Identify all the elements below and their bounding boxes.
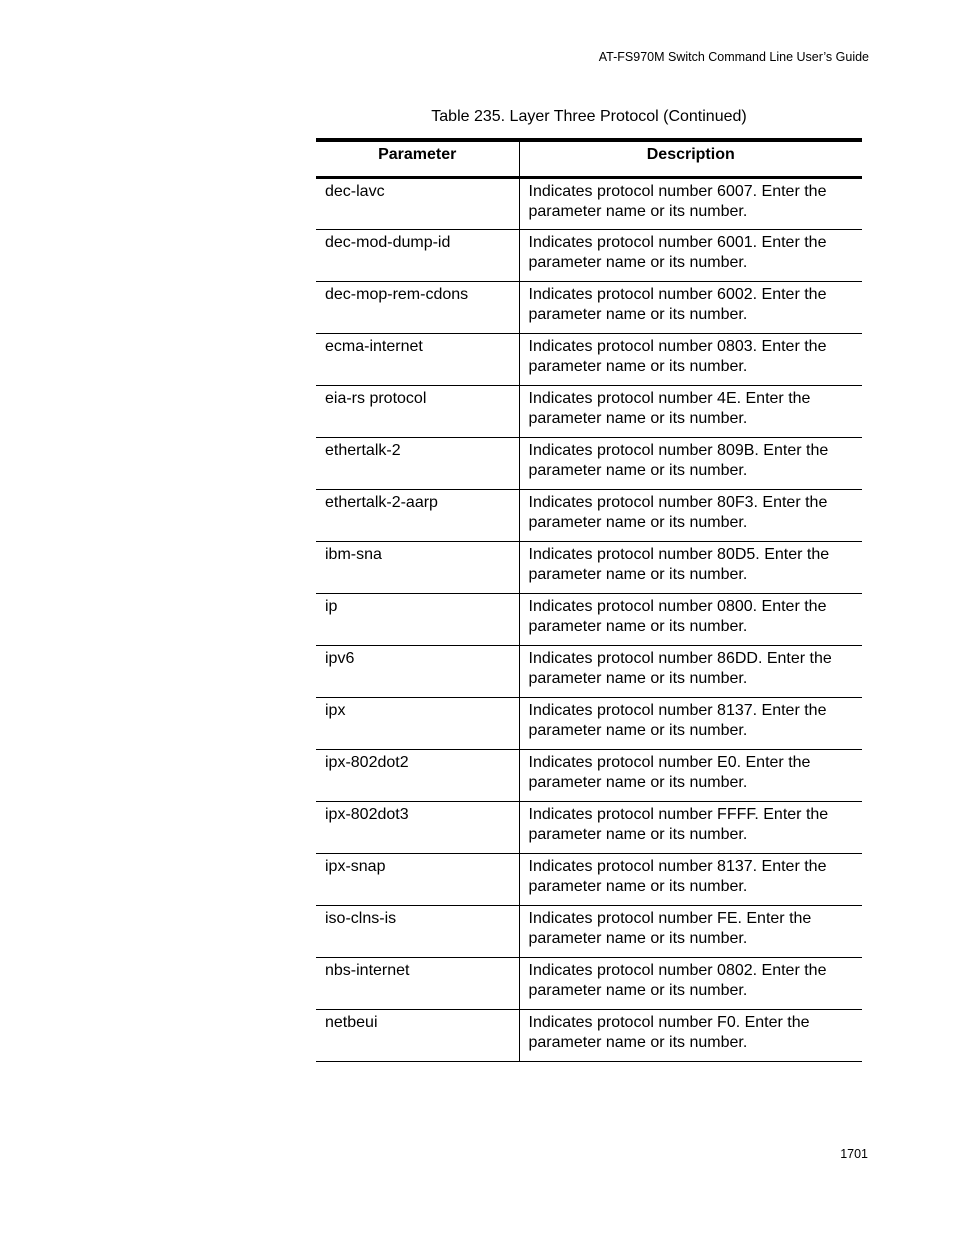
table-caption: Table 235. Layer Three Protocol (Continued) — [431, 108, 747, 125]
table-row — [316, 698, 862, 750]
table-row — [316, 334, 862, 386]
table-row — [316, 854, 862, 906]
parameter-cell: netbeui — [316, 1010, 519, 1062]
parameter-cell: nbs-internet — [316, 958, 519, 1010]
description-cell: Indicates protocol number 0800. Enter the parameter name or its number. — [528, 598, 827, 635]
description-cell: Indicates protocol number 86DD. Enter the parameter name or its number. — [528, 650, 832, 687]
description-cell: Indicates protocol number 8137. Enter the parameter name or its number. — [528, 702, 827, 739]
running-header: AT-FS970M Switch Command Line User’s Guide — [598, 50, 869, 64]
table-row — [316, 438, 862, 490]
description-cell: Indicates protocol number 809B. Enter the parameter name or its number. — [528, 442, 829, 479]
table-row — [316, 906, 862, 958]
description-cell: Indicates protocol number 6007. Enter the parameter name or its number. — [528, 183, 827, 220]
description-cell: Indicates protocol number 6002. Enter the parameter name or its number. — [528, 286, 827, 323]
table-row — [316, 282, 862, 334]
parameter-cell: ip — [316, 594, 519, 646]
description-cell: Indicates protocol number E0. Enter the parameter name or its number. — [528, 754, 811, 791]
parameter-cell: ipx-snap — [316, 854, 519, 906]
table-row — [316, 1010, 862, 1062]
parameter-cell: eia-rs protocol — [316, 386, 519, 438]
column-header-parameter: Parameter — [316, 140, 519, 178]
parameter-cell: dec-mod-dump-id — [316, 230, 519, 282]
parameter-cell: dec-mop-rem-cdons — [316, 282, 519, 334]
parameter-cell: ipv6 — [316, 646, 519, 698]
table-body — [316, 178, 862, 1062]
parameter-cell: iso-clns-is — [316, 906, 519, 958]
parameter-cell: ipx-802dot3 — [316, 802, 519, 854]
parameter-cell: ipx — [316, 698, 519, 750]
parameter-cell: ethertalk-2-aarp — [316, 490, 519, 542]
parameter-cell: ipx-802dot2 — [316, 750, 519, 802]
table-row — [316, 802, 862, 854]
description-cell: Indicates protocol number 4E. Enter the parameter name or its number. — [528, 390, 811, 427]
description-cell: Indicates protocol number F0. Enter the parameter name or its number. — [528, 1014, 810, 1051]
table-row — [316, 594, 862, 646]
description-cell: Indicates protocol number FE. Enter the parameter name or its number. — [528, 910, 812, 947]
description-cell: Indicates protocol number FFFF. Enter the parameter name or its number. — [528, 806, 829, 843]
table-row — [316, 542, 862, 594]
description-cell: Indicates protocol number 8137. Enter the parameter name or its number. — [528, 858, 827, 895]
parameter-cell: ecma-internet — [316, 334, 519, 386]
table-row — [316, 750, 862, 802]
table-row — [316, 646, 862, 698]
description-cell: Indicates protocol number 80F3. Enter the parameter name or its number. — [528, 494, 828, 531]
table-row — [316, 230, 862, 282]
table-row — [316, 490, 862, 542]
parameter-cell: ibm-sna — [316, 542, 519, 594]
description-cell: Indicates protocol number 80D5. Enter the parameter name or its number. — [528, 546, 830, 583]
table-row — [316, 178, 862, 230]
parameter-cell: ethertalk-2 — [316, 438, 519, 490]
table-row — [316, 958, 862, 1010]
column-header-description: Description — [646, 146, 735, 163]
description-cell: Indicates protocol number 0802. Enter the parameter name or its number. — [528, 962, 827, 999]
protocol-table — [316, 138, 862, 1062]
table-row — [316, 386, 862, 438]
table-header-row — [316, 140, 862, 178]
description-cell: Indicates protocol number 0803. Enter the parameter name or its number. — [528, 338, 827, 375]
description-cell: Indicates protocol number 6001. Enter the parameter name or its number. — [528, 234, 827, 271]
parameter-cell: dec-lavc — [316, 178, 519, 230]
page-number: 1701 — [840, 1147, 868, 1161]
